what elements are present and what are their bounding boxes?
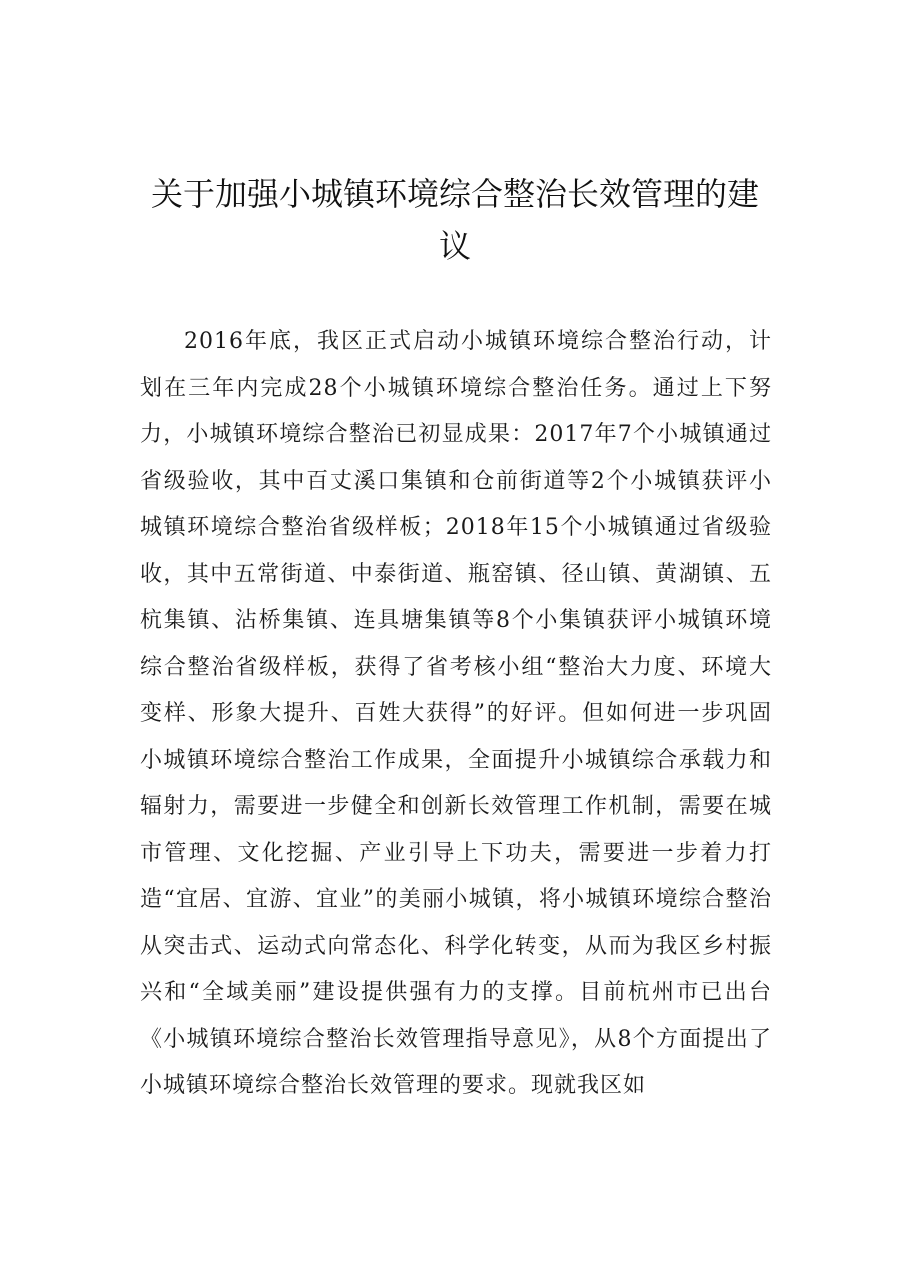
document-body-paragraph: 2016年底，我区正式启动小城镇环境综合整治行动，计划在三年内完成28个小城镇环境综合整治任务。通过上下努力，小城镇环境综合整治已初显成果：2017年7个小城镇通过省级验收，其中百丈溪口集镇和仓前街道等2个小城镇获评小城镇环境综合整治省级样板；2018年15个小城镇通过省级验收，其中五常街道、中泰街道、瓶窑镇、径山镇、黄湖镇、五杭集镇、沾桥集镇、连具塘集镇等8个小集镇获评小城镇环境综合整治省级样板，获得了省考核小组“整治大力度、环境大变样、形象大提升、百姓大获得”的好评。但如何进一步巩固小城镇环境综合整治工作成果，全面提升小城镇综合承载力和辐射力，需要进一步健全和创新长效管理工作机制，需要在城市管理、文化挖掘、产业引导上下功夫，需要进一步着力打造“宜居、宜游、宜业”的美丽小城镇，将小城镇环境综合整治从突击式、运动式向常态化、科学化转变，从而为我区乡村振兴和“全域美丽”建设提供强有力的支撑。目前杭州市已出台《小城镇环境综合整治长效管理指导意见》，从8个方面提出了小城镇环境综合整治长效管理的要求。现就我区如 [140,329,772,1098]
document-title: 关于加强小城镇环境综合整治长效管理的建议 [150,175,759,265]
